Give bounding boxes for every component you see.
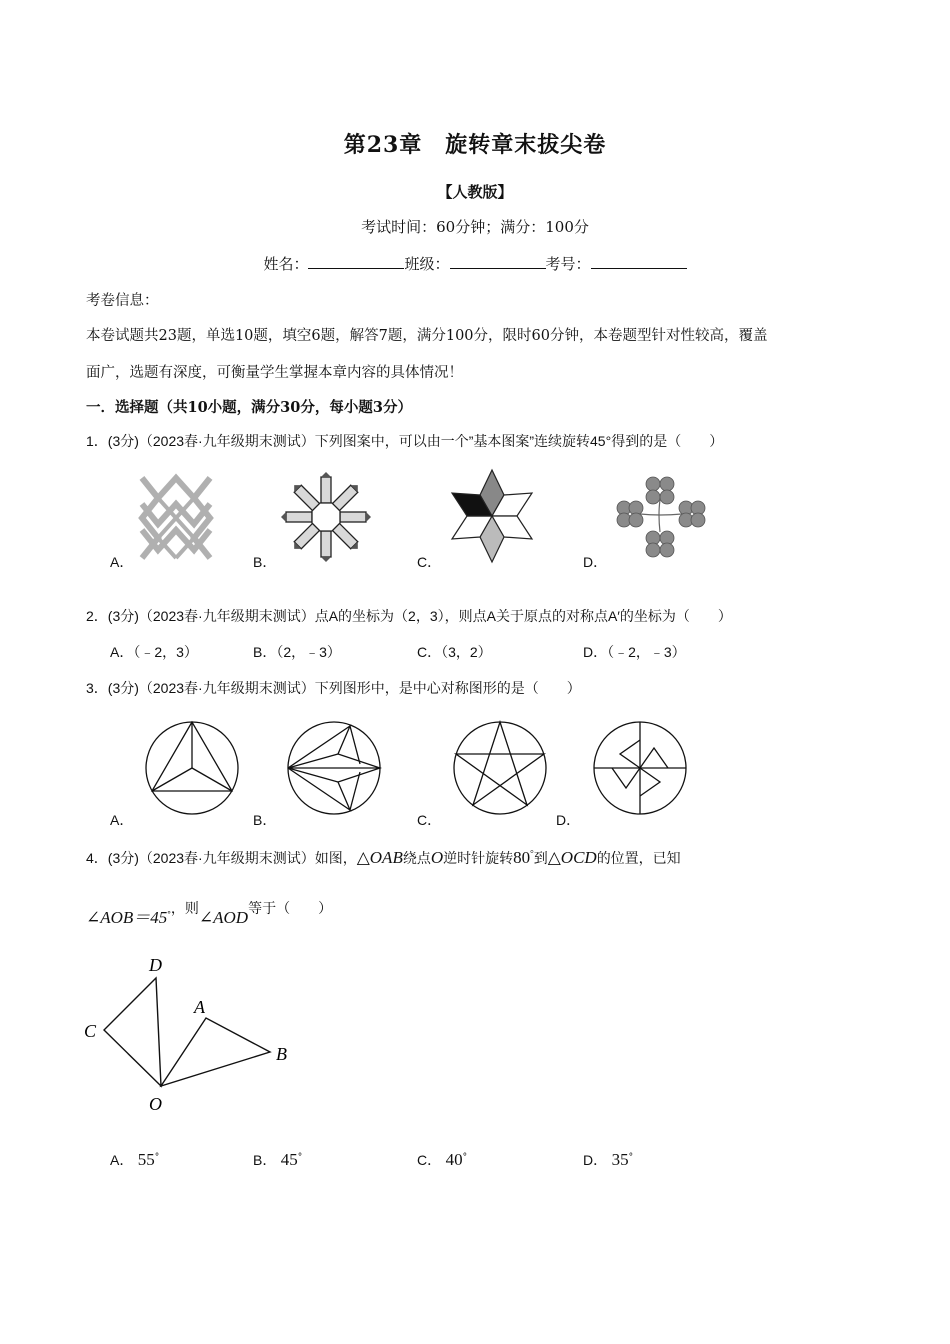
q3-option-d[interactable]: D． [556, 812, 581, 828]
info-line-2: 面广，选题有深度，可衡量学生掌握本章内容的具体情况！ [86, 365, 463, 381]
degree-mark: ° [154, 1152, 160, 1163]
q4-find-angle: ∠AOD [198, 908, 249, 927]
q4-rotation-value: 80 [513, 848, 531, 867]
option-value: 40 [445, 1150, 463, 1169]
q4-option-a[interactable] [110, 1150, 159, 1170]
q1-option-a[interactable]: A． [110, 554, 134, 570]
q4-option-d[interactable] [583, 1150, 633, 1170]
exam-time-info: 考试时间：60分钟；满分：100分 [361, 218, 589, 236]
class-label: 班级： [404, 255, 450, 273]
q3-option-b[interactable]: B． [253, 812, 277, 828]
q4-triangle-oab: △OAB [356, 848, 403, 867]
q4-stem-part: 到 [533, 850, 548, 866]
name-field[interactable] [308, 254, 404, 269]
q3-figure-d [592, 720, 688, 816]
q2-option-c[interactable]: C．（3，2） [417, 644, 492, 660]
student-info-fields [0, 253, 950, 274]
q4-stem-part: 逆时针旋转 [443, 850, 514, 866]
info-heading: 考卷信息： [86, 293, 159, 309]
question-3-stem: 3．(3分)（2023春·九年级期末测试）下列图形中，是中心对称图形的是（ ） [86, 680, 581, 696]
label-d: D [149, 955, 162, 975]
question-4-stem-line2 [86, 900, 333, 928]
q1-figure-b [280, 472, 372, 562]
q4-stem-part: 等于（ ） [248, 900, 333, 916]
question-4-stem-line1 [86, 848, 681, 868]
page-title: 第23章 旋转章末拔尖卷 [343, 132, 607, 158]
q4-rotation-angle [513, 848, 534, 867]
exam-no-field[interactable] [591, 254, 687, 269]
q4-option-c[interactable] [417, 1150, 467, 1170]
q1-figure-d [612, 470, 710, 562]
option-value: 35 [611, 1150, 629, 1169]
label-c: C [84, 1021, 97, 1041]
q3-option-a[interactable]: A． [110, 812, 134, 828]
q1-option-c[interactable]: C． [417, 554, 442, 570]
question-1-stem: 1．(3分)（2023春·九年级期末测试）下列图案中，可以由一个”基本图案”连续旋转45°得到的是（ ） [86, 433, 724, 449]
option-value: 45 [280, 1150, 298, 1169]
q4-stem-prefix: 4．(3分)（2023春·九年级期末测试）如图， [86, 850, 357, 866]
q3-figure-b [286, 720, 382, 816]
degree-mark: ° [628, 1152, 634, 1163]
question-2-stem: 2．(3分)（2023春·九年级期末测试）点A的坐标为（2，3），则点A关于原点的对称点A′的坐标为（ ） [86, 608, 732, 624]
q2-option-a[interactable]: A．（﹣2，3） [110, 644, 198, 660]
option-label: D． [583, 1152, 608, 1168]
q3-figure-a [144, 720, 240, 816]
triangle-oab [161, 1018, 270, 1086]
q1-option-b[interactable]: B． [253, 554, 277, 570]
degree-mark: ° [297, 1152, 303, 1163]
q3-option-c[interactable]: C． [417, 812, 442, 828]
option-label: A． [110, 1152, 134, 1168]
option-label: C． [417, 1152, 442, 1168]
q2-option-b[interactable]: B．（2，﹣3） [253, 644, 341, 660]
q4-point-o: O [430, 848, 444, 867]
exam-no-label: 考号： [545, 255, 591, 273]
q4-option-b[interactable] [253, 1150, 302, 1170]
degree-mark: ° [530, 848, 534, 859]
label-o: O [149, 1094, 162, 1114]
class-field[interactable] [450, 254, 546, 269]
q4-given-angle: ∠AOB＝45 [86, 908, 168, 927]
q1-figure-c [446, 466, 538, 566]
q1-option-d[interactable]: D． [583, 554, 608, 570]
q1-figure-a [136, 470, 216, 562]
q4-stem-part: ，则 [170, 900, 199, 916]
label-b: B [276, 1044, 287, 1064]
info-line-1: 本卷试题共23题，单选10题，填空6题，解答7题，满分100分，限时60分钟，本卷题型针对性较高，覆盖 [86, 328, 768, 344]
q3-figure-c [452, 720, 548, 816]
q4-triangle-ocd: △OCD [547, 848, 597, 867]
name-label: 姓名： [263, 255, 309, 273]
edition-label: 【人教版】 [437, 183, 513, 201]
triangle-ocd [104, 978, 161, 1086]
q4-rotation-figure [80, 952, 310, 1118]
degree-mark: ° [462, 1152, 468, 1163]
q4-stem-part: 绕点 [402, 850, 431, 866]
q2-option-d[interactable]: D．（﹣2，﹣3） [583, 644, 686, 660]
label-a: A [194, 997, 205, 1017]
option-value: 55 [137, 1150, 155, 1169]
q4-stem-part: 的位置，已知 [596, 850, 681, 866]
section-heading: 一．选择题（共10小题，满分30分，每小题3分） [86, 399, 412, 416]
option-label: B． [253, 1152, 277, 1168]
degree-mark: ° [167, 909, 171, 920]
